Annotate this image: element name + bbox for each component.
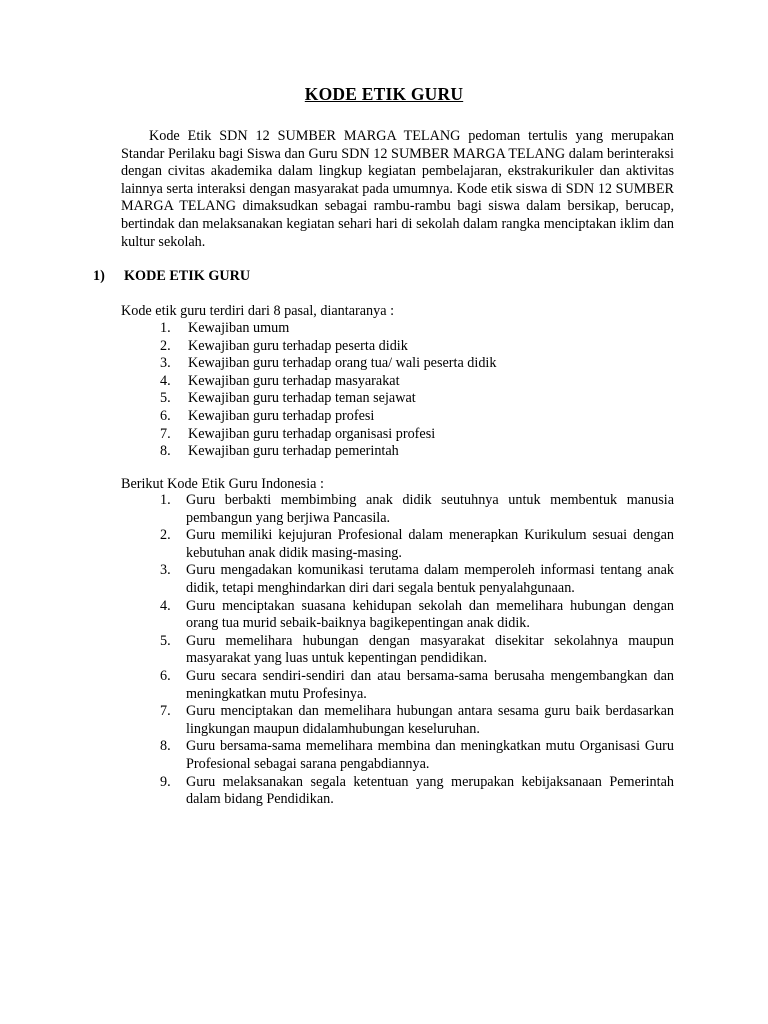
indonesia-lead: Berikut Kode Etik Guru Indonesia :	[121, 476, 324, 492]
list-item-text: Kewajiban guru terhadap teman sejawat	[188, 390, 416, 407]
list-item-text: Kewajiban umum	[188, 320, 290, 336]
list-item	[160, 598, 674, 633]
list-item-number: 1.	[160, 492, 171, 508]
list-item-text: Kewajiban guru terhadap peserta didik	[188, 337, 408, 354]
list-item-text: Guru secara sendiri-sendiri dan atau bersama-sama berusaha mengembangkan dan meningkatkan mutu Profesinya.	[186, 667, 674, 702]
list-item-number: 2.	[160, 337, 171, 354]
list-item	[160, 633, 674, 668]
list-item	[160, 703, 674, 738]
list-item-number: 4.	[160, 372, 171, 389]
list-item	[160, 774, 674, 809]
list-item-number: 6.	[160, 407, 171, 424]
list-item-number: 6.	[160, 667, 171, 684]
list-item	[160, 443, 496, 461]
list-item-text: Guru menciptakan suasana kehidupan sekolah dan memelihara hubungan dengan orang tua murid sebaik-baiknya bagikepentingan anak didik.	[186, 597, 674, 632]
list-item-text: Kewajiban guru terhadap pemerintah	[188, 443, 399, 460]
list-item-number: 3.	[160, 562, 171, 579]
pasal-list	[160, 320, 496, 461]
list-item-number: 9.	[160, 773, 171, 790]
intro-paragraph: Kode Etik SDN 12 SUMBER MARGA TELANG pedoman tertulis yang merupakan Standar Perilaku bagi Siswa dan Guru SDN 12 SUMBER MARGA TELANG dalam berinteraksi dengan civitas akademika dalam lingkup kegiatan pembelajaran, ekstrakurikuler dan aktivitas lainnya serta interaksi dengan masyarakat pada umumnya. Kode etik siswa di SDN 12 SUMBER MARGA TELANG dimaksudkan sebagai rambu-rambu bagi siswa dalam bersikap, berucap, bertindak dan melaksanakan kegiatan sehari hari di sekolah dalam rangka menciptakan iklim dan kultur sekolah.	[121, 128, 674, 250]
section-title: KODE ETIK GURU	[124, 268, 251, 284]
pasal-lead: Kode etik guru terdiri dari 8 pasal, diantaranya :	[121, 303, 395, 319]
list-item-number: 8.	[160, 738, 171, 755]
list-item	[160, 320, 496, 338]
list-item	[160, 426, 496, 444]
list-item-text: Guru menciptakan dan memelihara hubungan antara sesama guru baik berdasarkan lingkungan maupun didalamhubungan keseluruhan.	[186, 703, 674, 737]
list-item-text: Guru berbakti membimbing anak didik seutuhnya untuk membentuk manusia pembangun yang berjiwa Pancasila.	[186, 492, 674, 526]
list-item-number: 2.	[160, 527, 171, 544]
list-item-text: Guru memiliki kejujuran Profesional dalam menerapkan Kurikulum sesuai dengan kebutuhan anak didik masing-masing.	[186, 527, 674, 561]
list-item-text: Guru mengadakan komunikasi terutama dalam memperoleh informasi tentang anak didik, tetapi menghindarkan diri dari segala bentuk penyalahgunaan.	[186, 562, 674, 596]
section-number: 1)	[93, 268, 105, 284]
document-title: KODE ETIK GURU	[304, 84, 464, 104]
list-item	[160, 562, 674, 597]
section-heading	[93, 268, 250, 286]
list-item	[160, 373, 496, 391]
list-item-number: 3.	[160, 355, 171, 372]
list-item-number: 7.	[160, 703, 171, 720]
list-item-number: 7.	[160, 425, 171, 442]
list-item	[160, 338, 496, 356]
list-item-number: 5.	[160, 632, 171, 649]
list-item-number: 8.	[160, 443, 171, 460]
list-item	[160, 668, 674, 703]
list-item-number: 5.	[160, 390, 171, 407]
list-item-text: Guru melaksanakan segala ketentuan yang merupakan kebijaksanaan Pemerintah dalam bidang Pendidikan.	[186, 773, 674, 808]
list-item	[160, 527, 674, 562]
list-item-text: Kewajiban guru terhadap organisasi profesi	[188, 425, 436, 442]
list-item-text: Kewajiban guru terhadap orang tua/ wali peserta didik	[188, 355, 497, 372]
list-item	[160, 408, 496, 426]
list-item-number: 1.	[160, 320, 171, 336]
list-item-text: Kewajiban guru terhadap masyarakat	[188, 372, 400, 389]
list-item	[160, 355, 496, 373]
list-item	[160, 738, 674, 773]
list-item	[160, 390, 496, 408]
list-item-number: 4.	[160, 597, 171, 614]
list-item-text: Guru bersama-sama memelihara membina dan meningkatkan mutu Organisasi Guru Profesional sebagai sarana pengabdiannya.	[186, 738, 674, 772]
list-item-text: Kewajiban guru terhadap profesi	[188, 407, 375, 424]
list-item	[160, 492, 674, 527]
indonesia-list	[160, 492, 674, 809]
list-item-text: Guru memelihara hubungan dengan masyarakat disekitar sekolahnya maupun masyarakat yang luas untuk kepentingan pendidikan.	[186, 632, 674, 667]
